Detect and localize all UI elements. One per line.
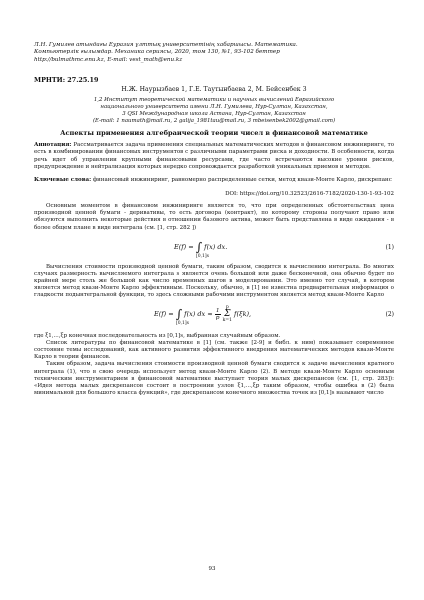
affiliation-line: 3 QSI Международная школа Астана, Нур-Султан, Казахстан [122, 111, 306, 118]
integral-sign: ∫ [195, 239, 203, 254]
paragraph: Основным моментом в финансовом инжиниринге является то, что при определенных обстоятельствах цена производной ценной бумаги - деривативы, то есть договора (контракт), по которому стороны получают право или обязуются выполнить некоторые действия в отношении базового актива, может быть представлена в виде ожидания - в более общем плане в виде интеграла (см. [1, стр. 282 ]) [34, 203, 394, 231]
keywords-text: финансовый инжиниринг, равномерно распределенные сетки, метод квази-Монте Карло, дискрепанс [92, 177, 392, 184]
equation-number: (2) [385, 311, 394, 319]
journal-header-link[interactable]: http://bulmathmc.enu.kz, E-mail: vest_math@enu.kz [34, 56, 183, 63]
fraction [215, 308, 221, 321]
journal-header-line: Компьютерлік ғылымдар. Механика сериясы, 2020, том 130, №1, 93-102 беттер [34, 49, 280, 56]
integration-domain: [0,1]s [176, 321, 189, 327]
page-number: 93 [208, 566, 216, 572]
equation-body: f(x) dx ≈ [184, 310, 213, 319]
paragraph: Вычисления стоимости производной ценной бумаги, таким образом, сводится к вычислению интеграла. Во многих случаях размерность вычисляемого интеграла s является очень большой или даже бесконечной, она обычно будет по крайней мере столь же большой как число временных шагов в моделировании. Это именно тот случай, в котором является метод квази-Монте Карло эффективным. Поскольку, обычно, в [1] не известна предварительная информация о гладкости подынтегральной функции, то здесь сложными рабочими инструментом является метод квази-Монте Карло [34, 263, 394, 298]
equation-lhs: E(f) = [154, 310, 174, 319]
abstract-text: Рассматривается задача применения специальных математических методов в финансовом инжиниринге, то есть в комбинировании финансовых инструментов с различными параметрами риска и доходности. В особенности, когда речь идет об управлении крупными финансовыми ресурсами, где часто встречаются высокие уровни рисков, предупреждение и нейтрализация которых нередко сопровождается разработкой уникальных приемов и методов. [34, 142, 395, 170]
affiliation-line: 1,2 Институт теоретической математики и научных вычислений Евразийского [93, 97, 335, 104]
equation-lhs: E(f) = [174, 242, 194, 251]
author-list: Н.Ж. Наурызбаев 1, Г.Е. Таутынбаева 2, М. Бейсенбек 3 [121, 86, 307, 94]
sum-sign: Σ [224, 309, 231, 320]
equation-expression [174, 238, 228, 259]
paragraph: Таким образом, задача вычисления стоимости производной ценной бумаги сводится к задаче вычисления кратного интеграла (1), что в свою очередь использует метод квази-Монте Карло (2). В методе квази-Монте Карло основным техническим инструментарием в финансовой математике выступает теория малых дискрепансов (см. [1, стр. 283]): «Идея метода малых дискрепансов состоит в построении узлов ξ1,...,ξp таким образом, чтобы ошибка в (2) была минимальной для большого класса функций», где дискрепансом конечного множества точек из [0,1]s называют число [34, 361, 394, 396]
affiliation-line: национального университета имени Л.Н. Гумилева, Нур-Султан, Казахстан, [100, 104, 328, 111]
abstract-label: Аннотация: [34, 142, 72, 149]
udc-code: МРНТИ: 27.25.19 [34, 76, 99, 85]
sum-upper-limit: p [225, 305, 229, 311]
affiliations [34, 97, 394, 125]
doi-link[interactable]: DOI: https://doi.org/10.32523/2616-7182/2020-130-1-93-102 [225, 191, 394, 198]
integral-sign: ∫ [175, 307, 183, 322]
equation-body: f(x) dx. [204, 242, 228, 251]
equation-2 [34, 301, 394, 331]
sum-body: f(ξk), [234, 310, 252, 319]
paragraph: Список литературы по финансовой математике в [1] (см. также [2-9] и библ. к ним) показывает современное состояние темы исследований, как активного развития эффективного внедрения математических методов квази-Монте Карло в теории финансов. [34, 340, 394, 361]
sum-lower-limit: k=1 [222, 318, 232, 324]
affiliation-emails: (E-mail: 1 naumath@mail.ru, 2 galija_1981tau@mail.ru, 3 mbeisenbek2002@gmail.com) [92, 118, 336, 125]
article-page [34, 42, 394, 397]
equation-1 [34, 234, 394, 262]
equation-expression [154, 305, 252, 327]
integration-domain: [0,1]s [196, 253, 209, 259]
journal-header-line: Л.Н. Гумилев атындағы Еуразия ұлттық университетінің хабаршысы. Математика. [34, 42, 298, 48]
fraction-numerator: 1 [215, 307, 220, 314]
paragraph: где ξ1,...,ξp конечная последовательность из [0,1]s, выбранная случайным образом. [34, 333, 281, 340]
abstract [34, 142, 394, 171]
journal-header [34, 42, 394, 64]
equation-number: (1) [385, 243, 394, 251]
summation [223, 305, 232, 323]
keywords-label: Ключевые слова: [34, 177, 92, 184]
keywords [34, 177, 394, 184]
article-title: Аспекты применения алгебраической теории чисел в финансовой математике [60, 129, 368, 138]
fraction-denominator: p [215, 314, 220, 321]
